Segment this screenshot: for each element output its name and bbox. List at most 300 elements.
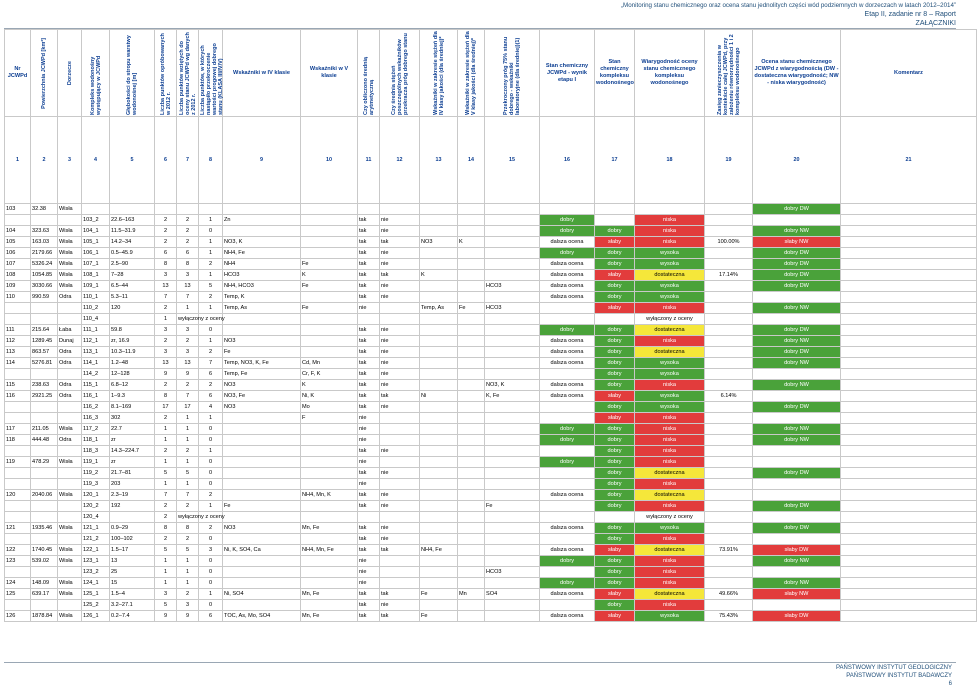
cell-s4 xyxy=(420,358,458,369)
cell-zas xyxy=(705,446,753,457)
cell-sr xyxy=(358,512,380,523)
cell-p3: 2 xyxy=(199,380,223,391)
cell-s4 xyxy=(420,578,458,589)
cell-p1: 2 xyxy=(155,380,177,391)
cell-s4 xyxy=(420,534,458,545)
cell-jc: 107 xyxy=(5,259,31,270)
cell-gl: 8.1–169 xyxy=(110,402,155,413)
cell-w4: NO3 xyxy=(223,523,301,534)
cell-k: 109_1 xyxy=(82,281,110,292)
cell-s5 xyxy=(458,215,485,226)
cell-oc: dobry NW xyxy=(753,358,841,369)
cell-p75 xyxy=(485,457,540,468)
cell-p2: 3 xyxy=(177,347,199,358)
column-header xyxy=(155,30,177,117)
cell-wia: niska xyxy=(635,303,705,314)
cell-st2: dobry xyxy=(595,523,635,534)
cell-s4 xyxy=(420,380,458,391)
cell-w5 xyxy=(301,512,358,523)
cell-p1: 3 xyxy=(155,347,177,358)
cell-wia: dostateczna xyxy=(635,490,705,501)
cell-w4: Temp, Fe xyxy=(223,369,301,380)
cell-p3: 2 xyxy=(199,347,223,358)
cell-k: 115_1 xyxy=(82,380,110,391)
cell-w4 xyxy=(223,325,301,336)
cell-s5 xyxy=(458,512,485,523)
column-header-label: Nr JCWPd xyxy=(7,66,28,79)
cell-oc: dobry DW xyxy=(753,325,841,336)
cell-kom xyxy=(841,589,977,600)
column-header-label: Wskaźniki w IV klasie xyxy=(233,69,290,76)
cell-st1: dobry xyxy=(540,248,595,259)
cell-gl: 6.5–44 xyxy=(110,281,155,292)
cell-gl: 2.3–19 xyxy=(110,490,155,501)
cell-st1: dalsza ocena xyxy=(540,281,595,292)
cell-wia: niska xyxy=(635,534,705,545)
cell-pow: 2921.25 xyxy=(31,391,58,402)
cell-kom xyxy=(841,435,977,446)
cell-st1 xyxy=(540,314,595,325)
cell-w5 xyxy=(301,325,358,336)
cell-kom xyxy=(841,336,977,347)
cell-kom xyxy=(841,490,977,501)
cell-p2: 13 xyxy=(177,358,199,369)
cell-sr: tak xyxy=(358,534,380,545)
column-number: 5 xyxy=(110,117,155,204)
cell-st2: dobry xyxy=(595,358,635,369)
cell-jc: 115 xyxy=(5,380,31,391)
cell-k: 124_1 xyxy=(82,578,110,589)
cell-s4 xyxy=(420,457,458,468)
cell-w4: TOC, As, Mo, SO4 xyxy=(223,611,301,622)
cell-w5: Fe xyxy=(301,259,358,270)
cell-p75 xyxy=(485,402,540,413)
cell-jc xyxy=(5,413,31,424)
cell-s4 xyxy=(420,567,458,578)
cell-gl: 120 xyxy=(110,303,155,314)
cell-s5 xyxy=(458,402,485,413)
cell-prz: nie xyxy=(380,380,420,391)
cell-wia: niska xyxy=(635,501,705,512)
cell-jc: 125 xyxy=(5,589,31,600)
cell-wia: dostateczna xyxy=(635,589,705,600)
cell-w4 xyxy=(223,578,301,589)
cell-w5 xyxy=(301,204,358,215)
cell-kom xyxy=(841,226,977,237)
table-row xyxy=(5,501,977,512)
cell-k: 120_4 xyxy=(82,512,110,523)
cell-st1 xyxy=(540,446,595,457)
cell-st1: dobry xyxy=(540,424,595,435)
cell-dorz: Odra xyxy=(58,347,82,358)
cell-w5 xyxy=(301,314,358,325)
column-header xyxy=(380,30,420,117)
table-row xyxy=(5,424,977,435)
cell-prz: nie xyxy=(380,402,420,413)
cell-jc: 117 xyxy=(5,424,31,435)
cell-jc xyxy=(5,534,31,545)
cell-gl xyxy=(110,512,155,523)
column-number: 10 xyxy=(301,117,358,204)
cell-st2: dobry xyxy=(595,556,635,567)
cell-w5 xyxy=(301,347,358,358)
cell-jc: 126 xyxy=(5,611,31,622)
cell-st1: dobry xyxy=(540,556,595,567)
cell-dorz: Dunaj xyxy=(58,336,82,347)
cell-p2: 2 xyxy=(177,237,199,248)
cell-k: 116_1 xyxy=(82,391,110,402)
cell-kom xyxy=(841,479,977,490)
cell-k: 123_2 xyxy=(82,567,110,578)
cell-gl: 1.5–17 xyxy=(110,545,155,556)
cell-st1: dalsza ocena xyxy=(540,589,595,600)
cell-prz xyxy=(380,303,420,314)
column-header-label: Liczba punktów opróbowanych w 2012 r. xyxy=(159,33,172,115)
cell-pow xyxy=(31,468,58,479)
cell-p75 xyxy=(485,226,540,237)
cell-zas: 6.14% xyxy=(705,391,753,402)
cell-gl: 1.2–48 xyxy=(110,358,155,369)
cell-st1: dalsza ocena xyxy=(540,347,595,358)
cell-st1: dalsza ocena xyxy=(540,237,595,248)
cell-w5 xyxy=(301,237,358,248)
cell-p3: 1 xyxy=(199,215,223,226)
cell-jc: 112 xyxy=(5,336,31,347)
cell-oc: dobry NW xyxy=(753,556,841,567)
cell-pow: 2040.06 xyxy=(31,490,58,501)
cell-p3: 3 xyxy=(199,545,223,556)
cell-p75 xyxy=(485,336,540,347)
cell-wia: wysoka xyxy=(635,391,705,402)
header-subtitle: Etap II, zadanie nr 8 – Raport xyxy=(864,11,956,18)
cell-dorz: Wisła xyxy=(58,611,82,622)
cell-p2: 9 xyxy=(177,369,199,380)
footer-institute: PAŃSTWOWY INSTYTUT GEOLOGICZNY xyxy=(835,665,952,671)
cell-dorz: Odra xyxy=(58,435,82,446)
cell-k: 110_1 xyxy=(82,292,110,303)
cell-wia: wysoka xyxy=(635,402,705,413)
cell-sr: tak xyxy=(358,501,380,512)
cell-jc: 106 xyxy=(5,248,31,259)
cell-w4: Temp, NO3, K, Fe xyxy=(223,358,301,369)
column-header-label: Wskaźniki w V klasie xyxy=(309,66,349,79)
cell-jc: 105 xyxy=(5,237,31,248)
cell-p1: 5 xyxy=(155,600,177,611)
cell-zas xyxy=(705,226,753,237)
column-header xyxy=(58,30,82,117)
cell-oc xyxy=(753,314,841,325)
cell-p2: 9 xyxy=(177,611,199,622)
cell-dorz: Łaba xyxy=(58,325,82,336)
cell-gl: 15 xyxy=(110,578,155,589)
cell-pow: 539.02 xyxy=(31,556,58,567)
cell-w4 xyxy=(223,468,301,479)
column-header xyxy=(301,30,358,117)
cell-p2: 1 xyxy=(177,435,199,446)
cell-oc: dobry DW xyxy=(753,204,841,215)
cell-kom xyxy=(841,556,977,567)
cell-p1: 2 xyxy=(155,336,177,347)
cell-s5 xyxy=(458,325,485,336)
cell-wia xyxy=(635,204,705,215)
cell-jc: 114 xyxy=(5,358,31,369)
table-row xyxy=(5,336,977,347)
cell-p1: 6 xyxy=(155,248,177,259)
cell-oc xyxy=(753,215,841,226)
cell-w4: Fe xyxy=(223,347,301,358)
cell-p75 xyxy=(485,259,540,270)
table-row xyxy=(5,578,977,589)
cell-dorz: Wisła xyxy=(58,248,82,259)
cell-p75 xyxy=(485,435,540,446)
table-row xyxy=(5,567,977,578)
cell-zas xyxy=(705,556,753,567)
cell-sr: tak xyxy=(358,490,380,501)
cell-zas xyxy=(705,479,753,490)
cell-wia: wysoka xyxy=(635,369,705,380)
document-footer xyxy=(836,664,952,688)
cell-w4: Ni, SO4 xyxy=(223,589,301,600)
cell-k: 125_1 xyxy=(82,589,110,600)
cell-gl: 14.2–34 xyxy=(110,237,155,248)
cell-prz: tak xyxy=(380,237,420,248)
table-row xyxy=(5,556,977,567)
column-number-row xyxy=(5,117,977,204)
cell-p75: Fe xyxy=(485,501,540,512)
cell-st2: dobry xyxy=(595,578,635,589)
cell-kom xyxy=(841,413,977,424)
cell-gl: 11.5–31.9 xyxy=(110,226,155,237)
cell-s5 xyxy=(458,314,485,325)
cell-p3: 4 xyxy=(199,402,223,413)
cell-sr: tak xyxy=(358,380,380,391)
cell-kom xyxy=(841,237,977,248)
cell-pow: 238.63 xyxy=(31,380,58,391)
column-header-label: Stan chemiczny JCWPd - wynik etapu I xyxy=(545,62,589,83)
cell-p3: 0 xyxy=(199,567,223,578)
cell-st1: dobry xyxy=(540,226,595,237)
cell-w5: Ni, K xyxy=(301,391,358,402)
cell-s4 xyxy=(420,215,458,226)
cell-gl: 22.7 xyxy=(110,424,155,435)
cell-w4 xyxy=(223,446,301,457)
cell-k: 120_2 xyxy=(82,501,110,512)
cell-dorz xyxy=(58,512,82,523)
cell-k: 121_1 xyxy=(82,523,110,534)
cell-s5 xyxy=(458,369,485,380)
cell-s5 xyxy=(458,413,485,424)
cell-p1: 9 xyxy=(155,369,177,380)
cell-oc: słaby DW xyxy=(753,611,841,622)
cell-p1: 2 xyxy=(155,237,177,248)
cell-s4 xyxy=(420,413,458,424)
column-header-label: Dorzecze xyxy=(66,60,73,86)
cell-kom xyxy=(841,347,977,358)
cell-w4: NO3, Fe xyxy=(223,391,301,402)
cell-w5: Mo xyxy=(301,402,358,413)
column-header xyxy=(458,30,485,117)
column-header xyxy=(199,30,223,117)
cell-pow: 163.03 xyxy=(31,237,58,248)
cell-k: 121_2 xyxy=(82,534,110,545)
cell-prz: nie xyxy=(380,325,420,336)
column-header-label: Komentarz xyxy=(894,69,923,76)
cell-dorz: Wisła xyxy=(58,270,82,281)
table-row xyxy=(5,391,977,402)
cell-st1: dalsza ocena xyxy=(540,380,595,391)
cell-k: 123_1 xyxy=(82,556,110,567)
cell-p3: 7 xyxy=(199,358,223,369)
cell-sr: tak xyxy=(358,358,380,369)
column-header-label: Liczba punktów, w których nastąpiło przekroczenie wartości progowej dobrego stanu (KLASA III/IV/V) xyxy=(200,43,224,115)
cell-pow: 3030.66 xyxy=(31,281,58,292)
cell-s4 xyxy=(420,314,458,325)
column-number: 14 xyxy=(458,117,485,204)
cell-k: 108_1 xyxy=(82,270,110,281)
cell-s4 xyxy=(420,468,458,479)
cell-gl xyxy=(110,204,155,215)
cell-zas xyxy=(705,501,753,512)
cell-sr: tak xyxy=(358,215,380,226)
cell-wia: niska xyxy=(635,578,705,589)
cell-k: 112_1 xyxy=(82,336,110,347)
assessment-table xyxy=(4,29,977,622)
table-row xyxy=(5,347,977,358)
cell-pow: 990.59 xyxy=(31,292,58,303)
cell-w4: HCO3 xyxy=(223,270,301,281)
cell-w4: NO3 xyxy=(223,380,301,391)
cell-kom xyxy=(841,501,977,512)
cell-kom xyxy=(841,611,977,622)
table-row xyxy=(5,215,977,226)
cell-st2: dobry xyxy=(595,402,635,413)
cell-k: 113_1 xyxy=(82,347,110,358)
cell-k xyxy=(82,204,110,215)
cell-zas xyxy=(705,578,753,589)
cell-oc: dobry DW xyxy=(753,248,841,259)
cell-dorz xyxy=(58,479,82,490)
cell-prz: nie xyxy=(380,534,420,545)
column-header xyxy=(5,30,31,117)
cell-wia: dostateczna xyxy=(635,325,705,336)
table-row xyxy=(5,545,977,556)
column-header xyxy=(82,30,110,117)
cell-p3: 0 xyxy=(199,457,223,468)
cell-dorz xyxy=(58,567,82,578)
cell-w5 xyxy=(301,292,358,303)
cell-pow: 1289.45 xyxy=(31,336,58,347)
cell-zas xyxy=(705,248,753,259)
cell-oc: dobry DW xyxy=(753,402,841,413)
column-number: 18 xyxy=(635,117,705,204)
cell-sr: tak xyxy=(358,446,380,457)
cell-kom xyxy=(841,457,977,468)
cell-pow xyxy=(31,369,58,380)
cell-s5 xyxy=(458,358,485,369)
cell-p1: 2 xyxy=(155,413,177,424)
cell-pow: 444.48 xyxy=(31,435,58,446)
cell-p1: 8 xyxy=(155,523,177,534)
cell-p3: 2 xyxy=(199,523,223,534)
cell-oc: dobry DW xyxy=(753,523,841,534)
cell-sr: tak xyxy=(358,402,380,413)
cell-s5 xyxy=(458,578,485,589)
cell-w4: NH4, HCO3 xyxy=(223,281,301,292)
cell-wia: dostateczna xyxy=(635,270,705,281)
cell-k: 103_2 xyxy=(82,215,110,226)
cell-p3: 1 xyxy=(199,270,223,281)
cell-prz xyxy=(380,567,420,578)
cell-s5 xyxy=(458,457,485,468)
table-row xyxy=(5,303,977,314)
cell-gl: 21.7–81 xyxy=(110,468,155,479)
cell-s5 xyxy=(458,292,485,303)
cell-gl: 100–102 xyxy=(110,534,155,545)
cell-p1: 1 xyxy=(155,314,177,325)
cell-gl: 25 xyxy=(110,567,155,578)
table-row xyxy=(5,512,977,523)
cell-prz: nie xyxy=(380,446,420,457)
cell-p75 xyxy=(485,413,540,424)
cell-p1: 8 xyxy=(155,259,177,270)
cell-st1: dobry xyxy=(540,457,595,468)
cell-p3: 2 xyxy=(199,292,223,303)
cell-dorz: Wisła xyxy=(58,578,82,589)
cell-pow xyxy=(31,534,58,545)
column-number: 20 xyxy=(753,117,841,204)
cell-k: 125_2 xyxy=(82,600,110,611)
cell-sr: tak xyxy=(358,336,380,347)
cell-gl: 12–128 xyxy=(110,369,155,380)
cell-st1 xyxy=(540,402,595,413)
cell-zas xyxy=(705,512,753,523)
cell-p1: 2 xyxy=(155,226,177,237)
cell-w5 xyxy=(301,534,358,545)
cell-zas xyxy=(705,457,753,468)
table-row xyxy=(5,534,977,545)
cell-p75 xyxy=(485,270,540,281)
cell-w4 xyxy=(223,534,301,545)
cell-gl: 10.3–11.9 xyxy=(110,347,155,358)
cell-w5 xyxy=(301,468,358,479)
cell-zas xyxy=(705,413,753,424)
cell-prz: nie xyxy=(380,336,420,347)
cell-prz: nie xyxy=(380,259,420,270)
table-row xyxy=(5,369,977,380)
cell-s5 xyxy=(458,391,485,402)
cell-sr: tak xyxy=(358,292,380,303)
cell-dorz: Wisła xyxy=(58,523,82,534)
table-row xyxy=(5,611,977,622)
cell-p2: 1 xyxy=(177,578,199,589)
cell-w4 xyxy=(223,314,301,325)
cell-p2: 3 xyxy=(177,270,199,281)
cell-jc xyxy=(5,402,31,413)
cell-zas xyxy=(705,534,753,545)
cell-p3: 1 xyxy=(199,413,223,424)
column-header xyxy=(841,30,977,117)
column-number: 4 xyxy=(82,117,110,204)
cell-p75: K, Fe xyxy=(485,391,540,402)
cell-sr: tak xyxy=(358,226,380,237)
cell-pow xyxy=(31,479,58,490)
cell-p1: 5 xyxy=(155,545,177,556)
cell-oc xyxy=(753,534,841,545)
cell-prz xyxy=(380,435,420,446)
cell-s5 xyxy=(458,226,485,237)
cell-w5 xyxy=(301,248,358,259)
cell-p3: 1 xyxy=(199,303,223,314)
